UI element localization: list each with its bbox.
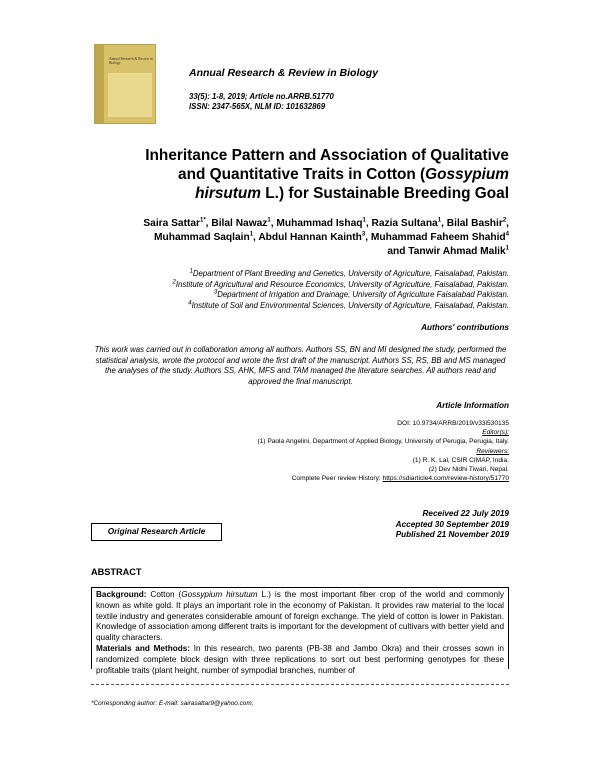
journal-cover-image	[94, 44, 156, 124]
contributions-text: This work was carried out in collaboration among all authors. Authors SS, BN and MI designed the study, performed the statistical analysis, wrote the protocol and wrote the first draft of the manuscript. Authors SS, RS, BB and MS managed the analyses of the study. Authors SS, AHK, MFS and TAM managed the literature searches. All authors read and approved the final manuscript.	[94, 345, 507, 386]
accepted-date: Accepted 30 September 2019	[395, 519, 509, 529]
affiliation: $^4$Institute of Soil and Environmental Sciences, University of Agriculture, Faisalabad, Pakistan.	[188, 300, 509, 310]
article-info	[79, 419, 509, 483]
abstract-methods: Materials and Methods: In this research, two parents (PB-38 and Jambo Okra) and their crosses sown in randomized complete block design with three replications to sort out best performing genotypes for these profitable traits (plant height, number of sympodial branches, number of	[96, 643, 504, 675]
footnote-divider	[91, 684, 509, 685]
reviewer: (2) Dev Nidhi Tiwari, Nepal.	[428, 466, 509, 474]
journal-meta	[189, 92, 334, 112]
volume-line: 33(5): 1-8, 2019; Article no.ARRB.51770	[189, 92, 334, 101]
author: and Tanwir Ahmad Malik$^1$	[387, 245, 509, 257]
received-date: Received 22 July 2019	[422, 509, 509, 518]
affiliations	[39, 269, 509, 311]
title-line-1: Inheritance Pattern and Association of Qualitative	[145, 147, 509, 164]
author: Razia Sultana$^1$	[371, 217, 442, 229]
editor: (1) Paola Angelini, Department of Applied Biology, University of Perugia, Perugia, Italy.	[257, 438, 509, 446]
title-line-3: hirsutum L.) for Sustainable Breeding Goal	[195, 185, 509, 202]
contributions-heading: Authors' contributions	[421, 323, 509, 332]
review-history-link[interactable]: https://sdiarticle4.com/review-history/51770	[382, 475, 509, 483]
doi: DOI: 10.9734/ARRB/2019/v33i530135	[397, 420, 509, 427]
author: Muhammad Faheem Shahid$^4$	[370, 231, 509, 243]
cover-title: Annual Research & Review in Biology	[109, 57, 153, 66]
editor-label: Editor(s):	[482, 429, 509, 437]
author: Saira Sattar$^{1*}$	[143, 217, 206, 229]
affiliation: $^2$Institute of Agricultural and Resource Economics, University of Agriculture, Faisalabad, Pakistan.	[172, 279, 509, 289]
abstract-box	[91, 587, 509, 675]
reviewer: (1) R. K. Lal, CSIR CIMAP, India.	[412, 456, 509, 464]
journal-name: Annual Research & Review in Biology	[189, 67, 379, 79]
affiliation: $^3$Department of Irrigation and Drainage, University of Agriculture Faisalabad Pakistan.	[213, 289, 509, 300]
cover-art	[108, 73, 152, 117]
author-list: Saira Sattar$^{1*}$, Bilal Nawaz$^1$, Muhammad Ishaq$^1$, Razia Sultana$^1$, Bilal Bashir$^2$, Muhammad Saqlain$^1$, Abdul Hannan Kainth$^3$, Muhammad Faheem Shahid$^4$ and Tanwir Ahmad Malik$^1$	[143, 217, 509, 257]
article-type-badge: Original Research Article	[91, 523, 222, 541]
article-info-heading: Article Information	[436, 401, 509, 410]
corresponding-author-footnote: *Corresponding author: E-mail: sairasattar9@yahoo.com;	[91, 700, 254, 707]
author: Bilal Nawaz$^1$	[211, 217, 271, 229]
published-date: Published 21 November 2019	[395, 530, 509, 540]
article-dates	[396, 509, 509, 541]
cover-spine	[95, 45, 104, 123]
review-history: Complete Peer review History: https://sdiarticle4.com/review-history/51770	[291, 475, 509, 483]
title-line-2: and Quantitative Traits in Cotton (Gossypium	[178, 166, 509, 183]
author: Muhammad Saqlain$^1$	[154, 231, 254, 243]
author: Muhammad Ishaq$^1$	[276, 217, 366, 229]
issn-line: ISSN: 2347-565X, NLM ID: 101632869	[189, 102, 326, 111]
author: Abdul Hannan Kainth$^3$	[258, 231, 366, 243]
article-title	[79, 146, 509, 203]
abstract-background: Background: Cotton (Gossypium hirsutum L.) is the most important fiber crop of the world and commonly known as white gold. It plays an important role in the economy of Pakistan. It provides raw material to the local textile industry and generates considerable amount of foreign exchange. The yield of cotton is lower in Pakistan. Knowledge of association among different traits is important for the development of cultivars with better yield and quality characters.	[96, 590, 504, 643]
reviewers-label: Reviewers:	[476, 447, 509, 455]
affiliation: $^1$Department of Plant Breeding and Genetics, University of Agriculture, Faisalabad, Pakistan.	[189, 268, 509, 278]
abstract-heading: ABSTRACT	[91, 567, 142, 577]
author: Bilal Bashir$^2$	[446, 217, 507, 229]
